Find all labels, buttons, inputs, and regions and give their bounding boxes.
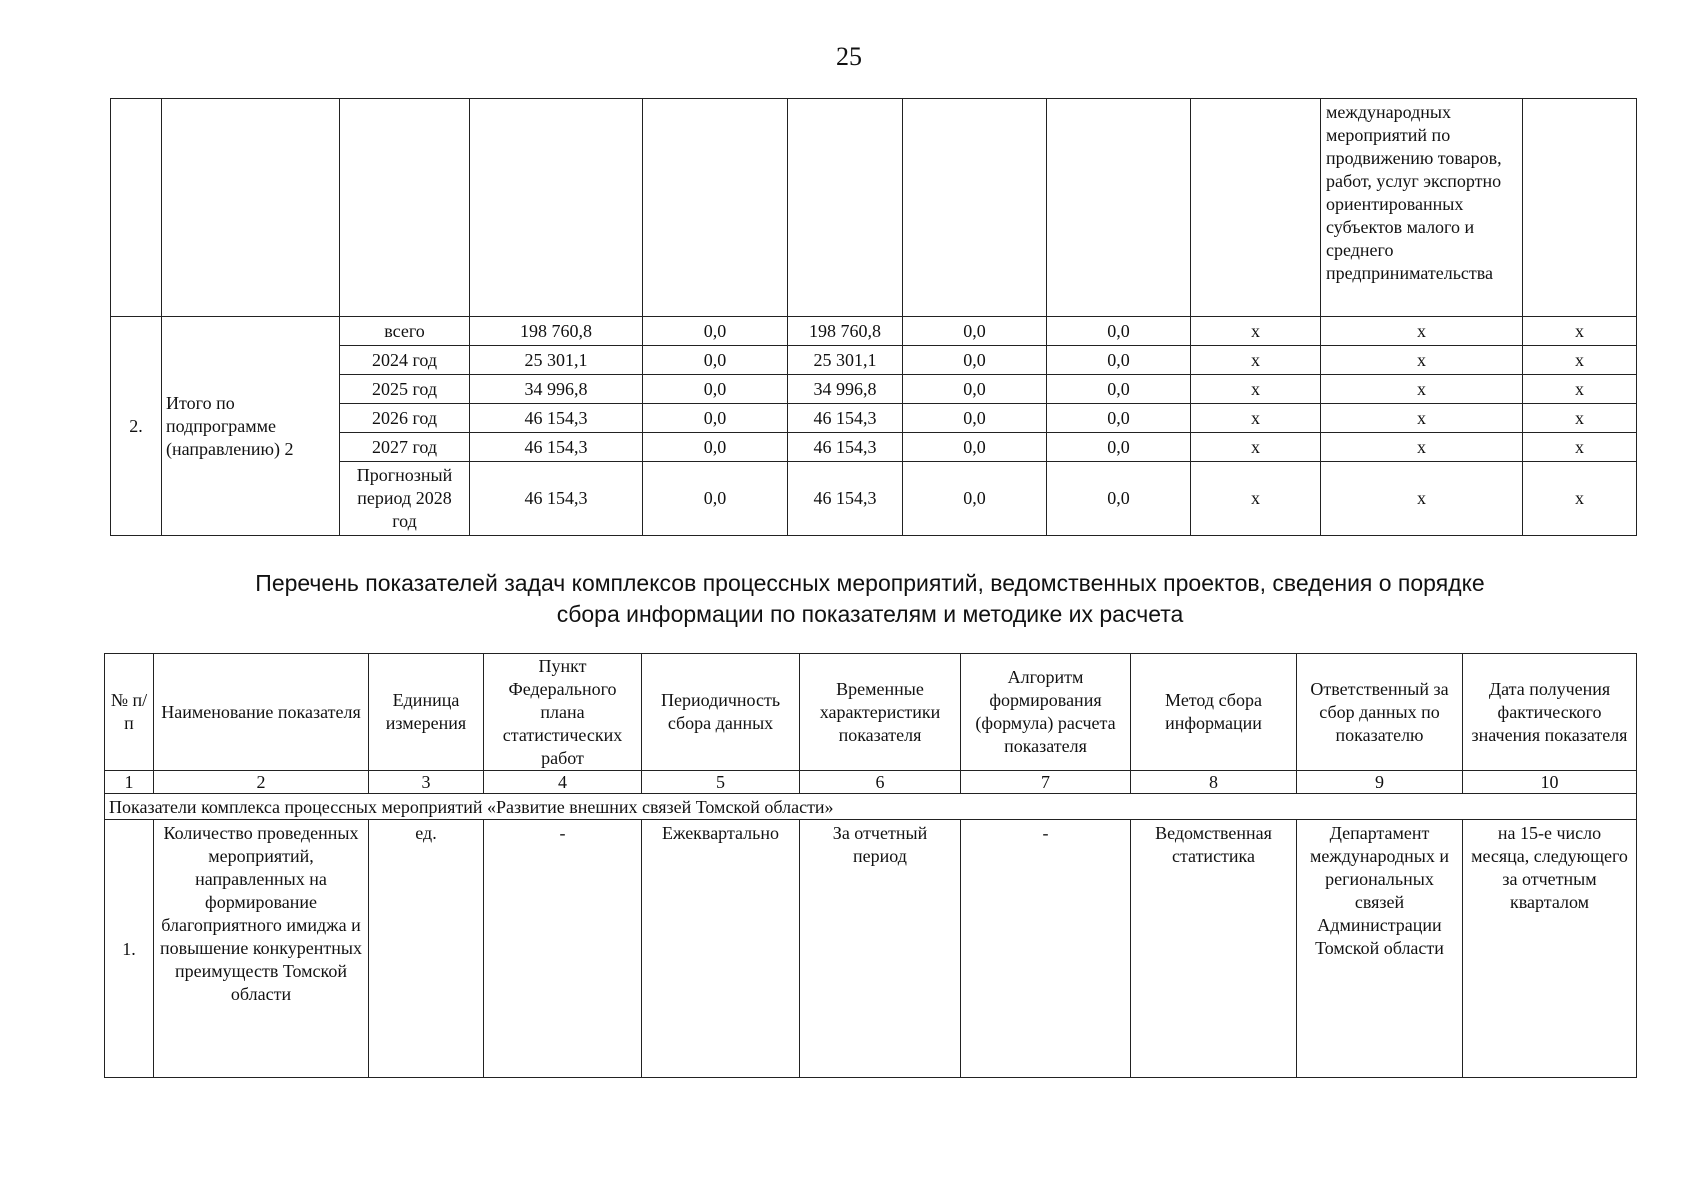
- section-row: [105, 794, 1637, 820]
- column-number: 7: [961, 771, 1131, 794]
- column-header: Наименование показателя: [154, 654, 369, 771]
- x-cell: x: [1321, 346, 1523, 375]
- x-cell: x: [1191, 375, 1321, 404]
- period-cell: 2027 год: [340, 433, 470, 462]
- header-row: [105, 654, 1637, 771]
- value-cell: 0,0: [1047, 375, 1191, 404]
- value-cell: 34 996,8: [788, 375, 903, 404]
- x-cell: x: [1191, 317, 1321, 346]
- x-cell: x: [1523, 375, 1637, 404]
- column-header: № п/п: [105, 654, 154, 771]
- value-cell: 0,0: [903, 433, 1047, 462]
- column-header: Временные характеристики показателя: [800, 654, 961, 771]
- period-cell: 2026 год: [340, 404, 470, 433]
- value-cell: 46 154,3: [788, 433, 903, 462]
- table-row: [111, 346, 1637, 375]
- table-row: [111, 375, 1637, 404]
- value-cell: 0,0: [903, 462, 1047, 536]
- value-cell: 0,0: [1047, 462, 1191, 536]
- section-title-line-2: сбора информации по показателям и методике их расчета: [556, 601, 1184, 627]
- row-name: Итого по подпрограмме (направлению) 2: [162, 317, 340, 536]
- value-cell: 46 154,3: [788, 462, 903, 536]
- value-cell: 0,0: [903, 375, 1047, 404]
- row-number: 1.: [105, 820, 154, 1078]
- x-cell: x: [1321, 462, 1523, 536]
- column-number: 10: [1463, 771, 1637, 794]
- unit-cell: ед.: [369, 820, 484, 1078]
- column-header: Метод сбора информации: [1131, 654, 1297, 771]
- x-cell: x: [1191, 404, 1321, 433]
- value-cell: 0,0: [643, 346, 788, 375]
- column-header: Алгоритм формирования (формула) расчета показателя: [961, 654, 1131, 771]
- value-cell: 0,0: [643, 433, 788, 462]
- value-cell: 0,0: [643, 375, 788, 404]
- value-cell: 0,0: [643, 462, 788, 536]
- row-number: 2.: [111, 317, 162, 536]
- x-cell: x: [1191, 462, 1321, 536]
- period-cell: 2025 год: [340, 375, 470, 404]
- value-cell: 198 760,8: [470, 317, 643, 346]
- x-cell: x: [1191, 346, 1321, 375]
- x-cell: x: [1523, 346, 1637, 375]
- algorithm-cell: -: [961, 820, 1131, 1078]
- value-cell: 46 154,3: [470, 433, 643, 462]
- indicators-table: [104, 653, 1637, 1078]
- table-row: [111, 462, 1637, 536]
- x-cell: x: [1523, 462, 1637, 536]
- column-number: 2: [154, 771, 369, 794]
- period-cell: всего: [340, 317, 470, 346]
- section-title-line-1: Перечень показателей задач комплексов процессных мероприятий, ведомственных проектов, сведения о порядке: [255, 570, 1485, 596]
- x-cell: x: [1321, 433, 1523, 462]
- continuation-text: международных мероприятий по продвижению товаров, работ, услуг экспортно ориентированных субъектов малого и среднего предпринимательства: [1321, 99, 1523, 317]
- value-cell: 0,0: [1047, 317, 1191, 346]
- column-number: 1: [105, 771, 154, 794]
- value-cell: 25 301,1: [470, 346, 643, 375]
- funding-table: [110, 98, 1637, 536]
- x-cell: x: [1321, 375, 1523, 404]
- value-cell: 0,0: [1047, 433, 1191, 462]
- section-title: [0, 568, 1698, 630]
- column-number-row: [105, 771, 1637, 794]
- value-cell: 0,0: [903, 317, 1047, 346]
- value-cell: 0,0: [643, 317, 788, 346]
- method-cell: Ведомственная статистика: [1131, 820, 1297, 1078]
- column-header: Пункт Федерального плана статистических работ: [484, 654, 642, 771]
- column-number: 9: [1297, 771, 1463, 794]
- date-cell: на 15-е число месяца, следующего за отчетным кварталом: [1463, 820, 1637, 1078]
- value-cell: 34 996,8: [470, 375, 643, 404]
- value-cell: 25 301,1: [788, 346, 903, 375]
- value-cell: 0,0: [903, 404, 1047, 433]
- column-header: Дата получения фактического значения показателя: [1463, 654, 1637, 771]
- periodicity-cell: Ежеквартально: [642, 820, 800, 1078]
- x-cell: x: [1523, 433, 1637, 462]
- x-cell: x: [1321, 404, 1523, 433]
- x-cell: x: [1523, 317, 1637, 346]
- value-cell: 0,0: [903, 346, 1047, 375]
- value-cell: 46 154,3: [470, 404, 643, 433]
- period-cell: 2024 год: [340, 346, 470, 375]
- x-cell: x: [1523, 404, 1637, 433]
- time-characteristics-cell: За отчетный период: [800, 820, 961, 1078]
- column-header: Единица измерения: [369, 654, 484, 771]
- plan-item-cell: -: [484, 820, 642, 1078]
- column-number: 3: [369, 771, 484, 794]
- page-number: 25: [836, 42, 862, 71]
- table-row: [111, 404, 1637, 433]
- value-cell: 0,0: [1047, 346, 1191, 375]
- column-header: Ответственный за сбор данных по показателю: [1297, 654, 1463, 771]
- value-cell: 46 154,3: [788, 404, 903, 433]
- period-cell: Прогнозный период 2028 год: [340, 462, 470, 536]
- table-row: [111, 317, 1637, 346]
- table-row: [111, 433, 1637, 462]
- indicator-name: Количество проведенных мероприятий, направленных на формирование благоприятного имиджа и повышение конкурентных преимуществ Томской области: [154, 820, 369, 1078]
- column-number: 4: [484, 771, 642, 794]
- column-number: 8: [1131, 771, 1297, 794]
- continuation-row: [111, 99, 1637, 317]
- x-cell: x: [1191, 433, 1321, 462]
- section-label: Показатели комплекса процессных мероприятий «Развитие внешних связей Томской области»: [105, 794, 1637, 820]
- table-row: [105, 820, 1637, 1078]
- responsible-cell: Департамент международных и региональных связей Администрации Томской области: [1297, 820, 1463, 1078]
- value-cell: 0,0: [643, 404, 788, 433]
- value-cell: 0,0: [1047, 404, 1191, 433]
- column-header: Периодичность сбора данных: [642, 654, 800, 771]
- column-number: 5: [642, 771, 800, 794]
- column-number: 6: [800, 771, 961, 794]
- value-cell: 198 760,8: [788, 317, 903, 346]
- value-cell: 46 154,3: [470, 462, 643, 536]
- x-cell: x: [1321, 317, 1523, 346]
